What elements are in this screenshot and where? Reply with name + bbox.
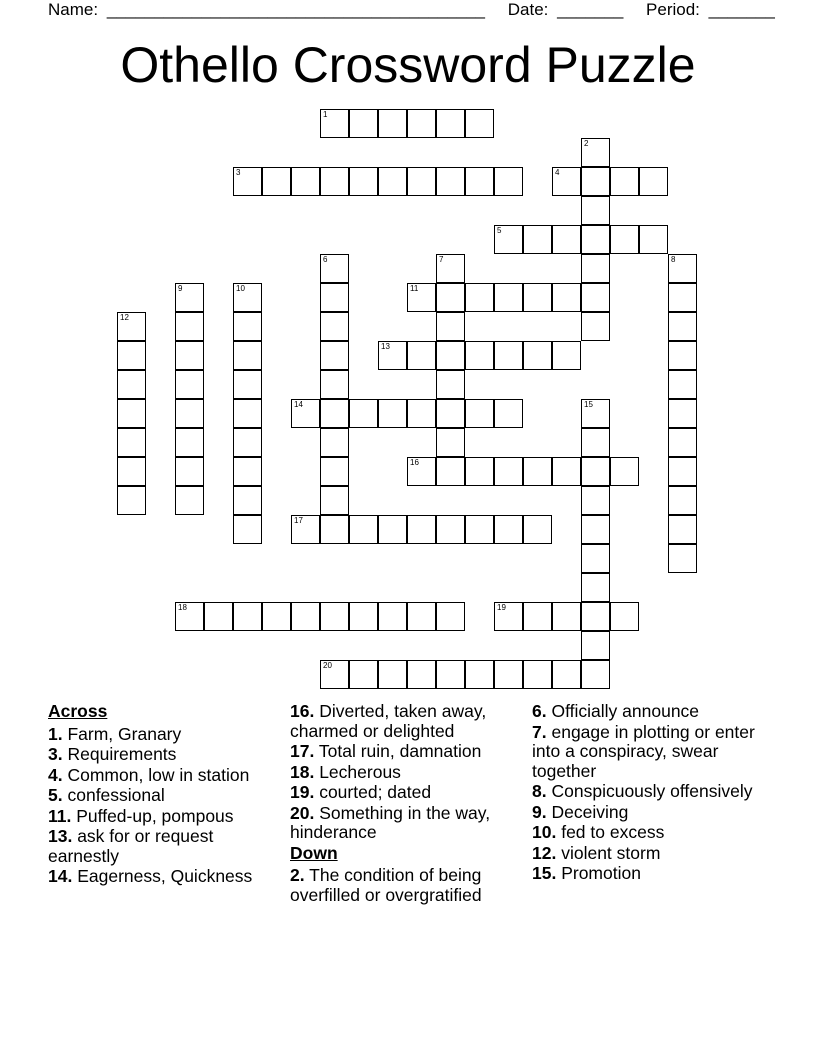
grid-cell[interactable] [175, 457, 204, 486]
grid-cell[interactable] [262, 167, 291, 196]
grid-cell[interactable] [465, 167, 494, 196]
clue-across-16: 16. Diverted, taken away, charmed or delighted [290, 701, 487, 741]
grid-cell[interactable] [175, 428, 204, 457]
grid-cell[interactable] [552, 602, 581, 631]
grid-cell[interactable] [581, 544, 610, 573]
grid-cell[interactable] [668, 457, 697, 486]
clue-number-8: 8 [671, 255, 676, 264]
grid-cell[interactable] [291, 167, 320, 196]
grid-cell[interactable] [320, 486, 349, 515]
clue-number-19: 19 [497, 603, 506, 612]
across-heading: Across [48, 701, 108, 721]
clue-across-17: 17. Total ruin, damnation [290, 741, 482, 761]
grid-cell[interactable] [494, 602, 523, 631]
clue-number-2: 2 [584, 139, 589, 148]
grid-cell[interactable] [581, 486, 610, 515]
clue-number-4: 4 [555, 168, 560, 177]
grid-cell[interactable] [523, 660, 552, 689]
grid-cell[interactable] [552, 167, 581, 196]
clue-across-19: 19. courted; dated [290, 782, 432, 802]
clue-across-5: 5. confessional [48, 785, 165, 805]
grid-cell[interactable] [117, 428, 146, 457]
grid-cell[interactable] [407, 399, 436, 428]
grid-cell[interactable] [320, 428, 349, 457]
grid-cell[interactable] [378, 399, 407, 428]
grid-cell[interactable] [581, 312, 610, 341]
period-label: Period: [646, 0, 700, 19]
grid-cell[interactable] [320, 515, 349, 544]
grid-cell[interactable] [581, 573, 610, 602]
grid-cell[interactable] [465, 515, 494, 544]
clue-number-9: 9 [178, 284, 183, 293]
grid-cell[interactable] [581, 196, 610, 225]
clue-number-3: 3 [236, 168, 241, 177]
grid-cell[interactable] [349, 515, 378, 544]
grid-cell[interactable] [668, 515, 697, 544]
grid-cell[interactable] [668, 312, 697, 341]
grid-cell[interactable] [233, 370, 262, 399]
grid-cell[interactable] [523, 283, 552, 312]
clue-number-12: 12 [120, 313, 129, 322]
grid-cell[interactable] [494, 283, 523, 312]
clue-number-14: 14 [294, 400, 303, 409]
grid-cell[interactable] [407, 283, 436, 312]
grid-cell[interactable] [436, 602, 465, 631]
clue-down-2: 2. The condition of being overfilled or overgratified [290, 865, 482, 905]
grid-cell[interactable] [117, 341, 146, 370]
clue-number-15: 15 [584, 400, 593, 409]
grid-cell[interactable] [175, 370, 204, 399]
grid-cell[interactable] [494, 167, 523, 196]
grid-cell[interactable] [494, 515, 523, 544]
grid-cell[interactable] [407, 602, 436, 631]
grid-cell[interactable] [523, 515, 552, 544]
grid-cell[interactable] [117, 457, 146, 486]
grid-cell[interactable] [668, 544, 697, 573]
grid-cell[interactable] [233, 515, 262, 544]
grid-cell[interactable] [378, 515, 407, 544]
grid-cell[interactable] [262, 602, 291, 631]
clue-across-1: 1. Farm, Granary [48, 723, 182, 744]
grid-cell[interactable] [465, 283, 494, 312]
grid-cell[interactable] [581, 660, 610, 689]
grid-cell[interactable] [407, 457, 436, 486]
grid-cell[interactable] [581, 399, 610, 428]
grid-cell[interactable] [349, 109, 378, 138]
grid-cell[interactable] [668, 370, 697, 399]
grid-cell[interactable] [291, 602, 320, 631]
grid-cell[interactable] [436, 167, 465, 196]
period-field[interactable]: _______ [708, 0, 775, 19]
clue-across-11: 11. Puffed-up, pompous [48, 805, 234, 826]
grid-cell[interactable] [436, 457, 465, 486]
grid-cell[interactable] [378, 341, 407, 370]
grid-cell[interactable] [465, 109, 494, 138]
grid-cell[interactable] [523, 602, 552, 631]
grid-cell[interactable] [581, 138, 610, 167]
grid-cell[interactable] [610, 602, 639, 631]
clue-down-9: 9. Deceiving [532, 801, 629, 822]
grid-cell[interactable] [175, 399, 204, 428]
grid-cell[interactable] [668, 486, 697, 515]
grid-cell[interactable] [320, 660, 349, 689]
grid-cell[interactable] [349, 660, 378, 689]
name-field[interactable]: ________________________________________ [106, 0, 485, 19]
grid-cell[interactable] [233, 341, 262, 370]
clue-number-6: 6 [323, 255, 328, 264]
clue-down-8: 8. Conspicuously offensively [532, 781, 753, 801]
grid-cell[interactable] [291, 399, 320, 428]
grid-cell[interactable] [204, 602, 233, 631]
grid-cell[interactable] [668, 254, 697, 283]
grid-cell[interactable] [349, 602, 378, 631]
clues-column-1 [48, 702, 284, 888]
grid-cell[interactable] [320, 399, 349, 428]
grid-cell[interactable] [610, 167, 639, 196]
grid-cell[interactable] [581, 225, 610, 254]
grid-cell[interactable] [349, 399, 378, 428]
clue-number-18: 18 [178, 603, 187, 612]
grid-cell[interactable] [436, 660, 465, 689]
grid-cell[interactable] [668, 399, 697, 428]
grid-cell[interactable] [494, 399, 523, 428]
clue-number-13: 13 [381, 342, 390, 351]
grid-cell[interactable] [494, 225, 523, 254]
grid-cell[interactable] [494, 457, 523, 486]
grid-cell[interactable] [436, 254, 465, 283]
clues-column-3 [532, 702, 768, 885]
grid-cell[interactable] [175, 341, 204, 370]
down-heading: Down [290, 842, 338, 863]
grid-cell[interactable] [378, 602, 407, 631]
grid-cell[interactable] [436, 515, 465, 544]
grid-cell[interactable] [320, 167, 349, 196]
grid-cell[interactable] [581, 631, 610, 660]
clue-number-20: 20 [323, 661, 332, 670]
clue-number-7: 7 [439, 255, 444, 264]
grid-cell[interactable] [610, 457, 639, 486]
clue-down-12: 12. violent storm [532, 842, 661, 863]
date-label: Date: [507, 0, 549, 19]
grid-cell[interactable] [581, 254, 610, 283]
grid-cell[interactable] [378, 660, 407, 689]
grid-cell[interactable] [320, 341, 349, 370]
grid-cell[interactable] [552, 660, 581, 689]
grid-cell[interactable] [465, 341, 494, 370]
grid-cell[interactable] [581, 283, 610, 312]
grid-cell[interactable] [407, 515, 436, 544]
grid-cell[interactable] [639, 225, 668, 254]
grid-cell[interactable] [436, 283, 465, 312]
grid-cell[interactable] [233, 486, 262, 515]
clue-number-17: 17 [294, 516, 303, 525]
clue-across-13: 13. ask for or request earnestly [48, 826, 214, 866]
grid-cell[interactable] [668, 428, 697, 457]
grid-cell[interactable] [552, 457, 581, 486]
grid-cell[interactable] [523, 341, 552, 370]
grid-cell[interactable] [320, 602, 349, 631]
grid-cell[interactable] [436, 399, 465, 428]
grid-cell[interactable] [581, 428, 610, 457]
grid-cell[interactable] [552, 225, 581, 254]
grid-cell[interactable] [117, 370, 146, 399]
grid-cell[interactable] [494, 660, 523, 689]
grid-cell[interactable] [175, 602, 204, 631]
clue-number-1: 1 [323, 110, 328, 119]
clue-across-20: 20. Something in the way, hinderance [290, 802, 491, 842]
grid-cell[interactable] [581, 457, 610, 486]
grid-cell[interactable] [407, 341, 436, 370]
grid-cell[interactable] [581, 167, 610, 196]
grid-cell[interactable] [233, 283, 262, 312]
grid-cell[interactable] [523, 225, 552, 254]
grid-cell[interactable] [465, 660, 494, 689]
clue-down-7: 7. engage in plotting or enter into a conspiracy, swear together [532, 721, 755, 781]
grid-cell[interactable] [378, 109, 407, 138]
clue-number-10: 10 [236, 284, 245, 293]
clue-down-6: 6. Officially announce [532, 701, 700, 721]
grid-cell[interactable] [436, 109, 465, 138]
clue-number-11: 11 [410, 284, 419, 293]
grid-cell[interactable] [175, 486, 204, 515]
grid-cell[interactable] [610, 225, 639, 254]
grid-cell[interactable] [233, 602, 262, 631]
clue-across-14: 14. Eagerness, Quickness [48, 866, 253, 886]
grid-cell[interactable] [465, 457, 494, 486]
grid-cell[interactable] [494, 341, 523, 370]
clue-down-15: 15. Promotion [532, 863, 641, 883]
grid-cell[interactable] [233, 428, 262, 457]
grid-cell[interactable] [581, 602, 610, 631]
grid-cell[interactable] [639, 167, 668, 196]
grid-cell[interactable] [436, 428, 465, 457]
grid-cell[interactable] [175, 312, 204, 341]
grid-cell[interactable] [349, 167, 378, 196]
grid-cell[interactable] [233, 399, 262, 428]
grid-cell[interactable] [523, 457, 552, 486]
grid-cell[interactable] [436, 370, 465, 399]
grid-cell[interactable] [668, 341, 697, 370]
clues-column-2 [290, 702, 526, 906]
page-title: Othello Crossword Puzzle [120, 37, 696, 93]
grid-cell[interactable] [320, 254, 349, 283]
grid-cell[interactable] [233, 312, 262, 341]
grid-cell[interactable] [581, 515, 610, 544]
clue-across-18: 18. Lecherous [290, 761, 401, 782]
grid-cell[interactable] [233, 457, 262, 486]
clue-down-10: 10. fed to excess [532, 822, 665, 842]
grid-cell[interactable] [117, 486, 146, 515]
grid-cell[interactable] [320, 109, 349, 138]
grid-cell[interactable] [552, 283, 581, 312]
grid-cell[interactable] [465, 399, 494, 428]
grid-cell[interactable] [175, 283, 204, 312]
grid-cell[interactable] [320, 457, 349, 486]
grid-cell[interactable] [552, 341, 581, 370]
clue-number-16: 16 [410, 458, 419, 467]
clue-across-4: 4. Common, low in station [48, 764, 250, 785]
grid-cell[interactable] [320, 312, 349, 341]
date-field[interactable]: _______ [557, 0, 624, 19]
grid-cell[interactable] [117, 312, 146, 341]
grid-cell[interactable] [436, 341, 465, 370]
grid-cell[interactable] [320, 370, 349, 399]
grid-cell[interactable] [320, 283, 349, 312]
grid-cell[interactable] [407, 660, 436, 689]
grid-cell[interactable] [117, 399, 146, 428]
grid-cell[interactable] [291, 515, 320, 544]
clue-across-3: 3. Requirements [48, 744, 177, 764]
grid-cell[interactable] [407, 167, 436, 196]
grid-cell[interactable] [233, 167, 262, 196]
grid-cell[interactable] [378, 167, 407, 196]
grid-cell[interactable] [436, 312, 465, 341]
grid-cell[interactable] [407, 109, 436, 138]
clue-number-5: 5 [497, 226, 502, 235]
name-label: Name: [48, 0, 99, 19]
grid-cell[interactable] [668, 283, 697, 312]
